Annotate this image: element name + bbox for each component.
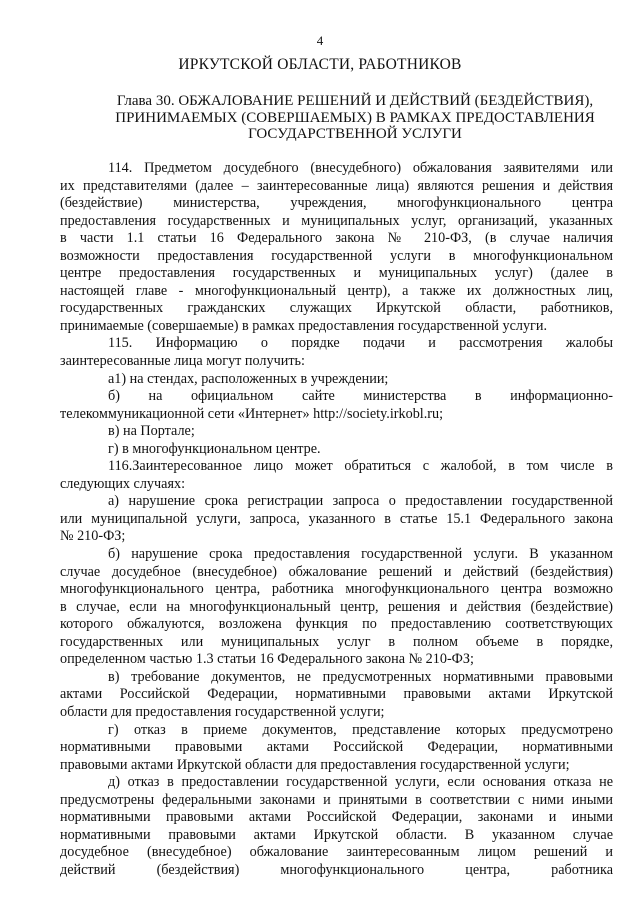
text-line: предусмотрены федеральными законами и принятыми в соответствии с ними иными [60, 791, 613, 808]
text-line: (бездействие) министерства, учреждения, многофункционального центра [60, 195, 613, 212]
text-line: нормативными правовыми актами Иркутской области. В указанном случае [60, 826, 613, 843]
text-line: а1) на стендах, расположенных в учреждении; [108, 370, 389, 387]
text-line: а) нарушение срока регистрации запроса о предоставлении государственной [108, 493, 613, 510]
text-line: досудебное (внесудебное) обжалование заинтересованным лицом решений и [60, 844, 613, 861]
text-line: в части 1.1 статьи 16 Федерального закона № 210-ФЗ, (в случае наличия [60, 230, 613, 247]
page-number: 4 [316, 33, 324, 48]
text-line: в случае, если на многофункциональный центр, решения и действия (бездействие) [60, 598, 613, 615]
text-line: их представителями (далее – заинтересованные лица) являются решения и действия [60, 177, 613, 194]
text-line: области для предоставления государственной услуги; [60, 703, 385, 720]
text-line: правовыми актами Иркутской области для предоставления государственной услуги; [60, 756, 570, 773]
text-line: г) отказ в приеме документов, представление которых предусмотрено [108, 721, 613, 738]
text-line: случае досудебное (внесудебное) обжалование решений и действий (бездействия) [60, 563, 613, 580]
text-line: которого обжалуются, возложена функция по предоставлению соответствующих [60, 616, 613, 633]
text-line: телекоммуникационной сети «Интернет» http://society.irkobl.ru; [60, 405, 444, 422]
text-line: государственных или муниципальных услуг в полном объеме в порядке, [60, 633, 613, 650]
top-heading: ИРКУТСКОЙ ОБЛАСТИ, РАБОТНИКОВ [178, 56, 462, 73]
text-line: б) на официальном сайте министерства в информационно- [108, 388, 613, 405]
text-line: № 210-ФЗ; [60, 528, 126, 545]
text-line: нормативными правовыми актами Российской Федерации, законами и иными [60, 809, 613, 826]
text-line: действий (бездействия) многофункционального центра, работника [60, 861, 613, 878]
text-line: многофункционального центра, работника многофункционального центра возможно [60, 581, 613, 598]
text-line: 115. Информацию о порядке подачи и рассмотрения жалобы [108, 335, 613, 352]
text-line: в) требование документов, не предусмотренных нормативными правовыми [108, 668, 613, 685]
text-line: актами Российской Федерации, нормативными правовыми актами Иркутской [60, 686, 613, 703]
chapter-title: Глава 30. ОБЖАЛОВАНИЕ РЕШЕНИЙ И ДЕЙСТВИЙ (БЕЗДЕЙСТВИЯ), ПРИНИМАЕМЫХ (СОВЕРШАЕМЫХ) В РАМКАХ ПРЕДОСТАВЛЕНИЯ ГОСУДАРСТВЕННОЙ УСЛУГИ [115, 93, 595, 142]
text-line: в) на Портале; [108, 423, 195, 440]
text-line: 116.Заинтересованное лицо может обратиться с жалобой, в том числе в [108, 458, 613, 475]
text-line: б) нарушение срока предоставления государственной услуги. В указанном [108, 546, 613, 563]
text-line: д) отказ в предоставлении государственной услуги, если основания отказа не [108, 774, 613, 791]
text-line: следующих случаях: [60, 475, 186, 492]
text-line: возможности предоставления государственной услуги в многофункциональном [60, 247, 613, 264]
text-line: заинтересованные лица могут получить: [60, 353, 305, 370]
text-line: г) в многофункциональном центре. [108, 440, 321, 457]
text-line: предоставления государственных и муниципальных услуг, организаций, указанных [60, 212, 613, 229]
text-line: или муниципальной услуги, запроса, указанного в статье 15.1 Федерального закона [60, 510, 613, 527]
text-line: определенном частью 1.3 статьи 16 Федерального закона № 210-ФЗ; [60, 651, 474, 668]
text-line: центре предоставления государственных и муниципальных услуг) (далее в [60, 265, 613, 282]
text-line: государственных гражданских служащих Иркутской области, работников, [60, 300, 613, 317]
text-line: нормативными правовыми актами Российской Федерации, нормативными [60, 739, 613, 756]
text-line: 114. Предметом досудебного (внесудебного) обжалования заявителями или [108, 160, 613, 176]
text-line: принимаемые (совершаемые) в рамках предоставления государственной услуги. [60, 317, 548, 334]
text-line: настоящей главе - многофункциональный центр), а также их должностных лиц, [60, 282, 613, 299]
document-body [60, 160, 613, 879]
